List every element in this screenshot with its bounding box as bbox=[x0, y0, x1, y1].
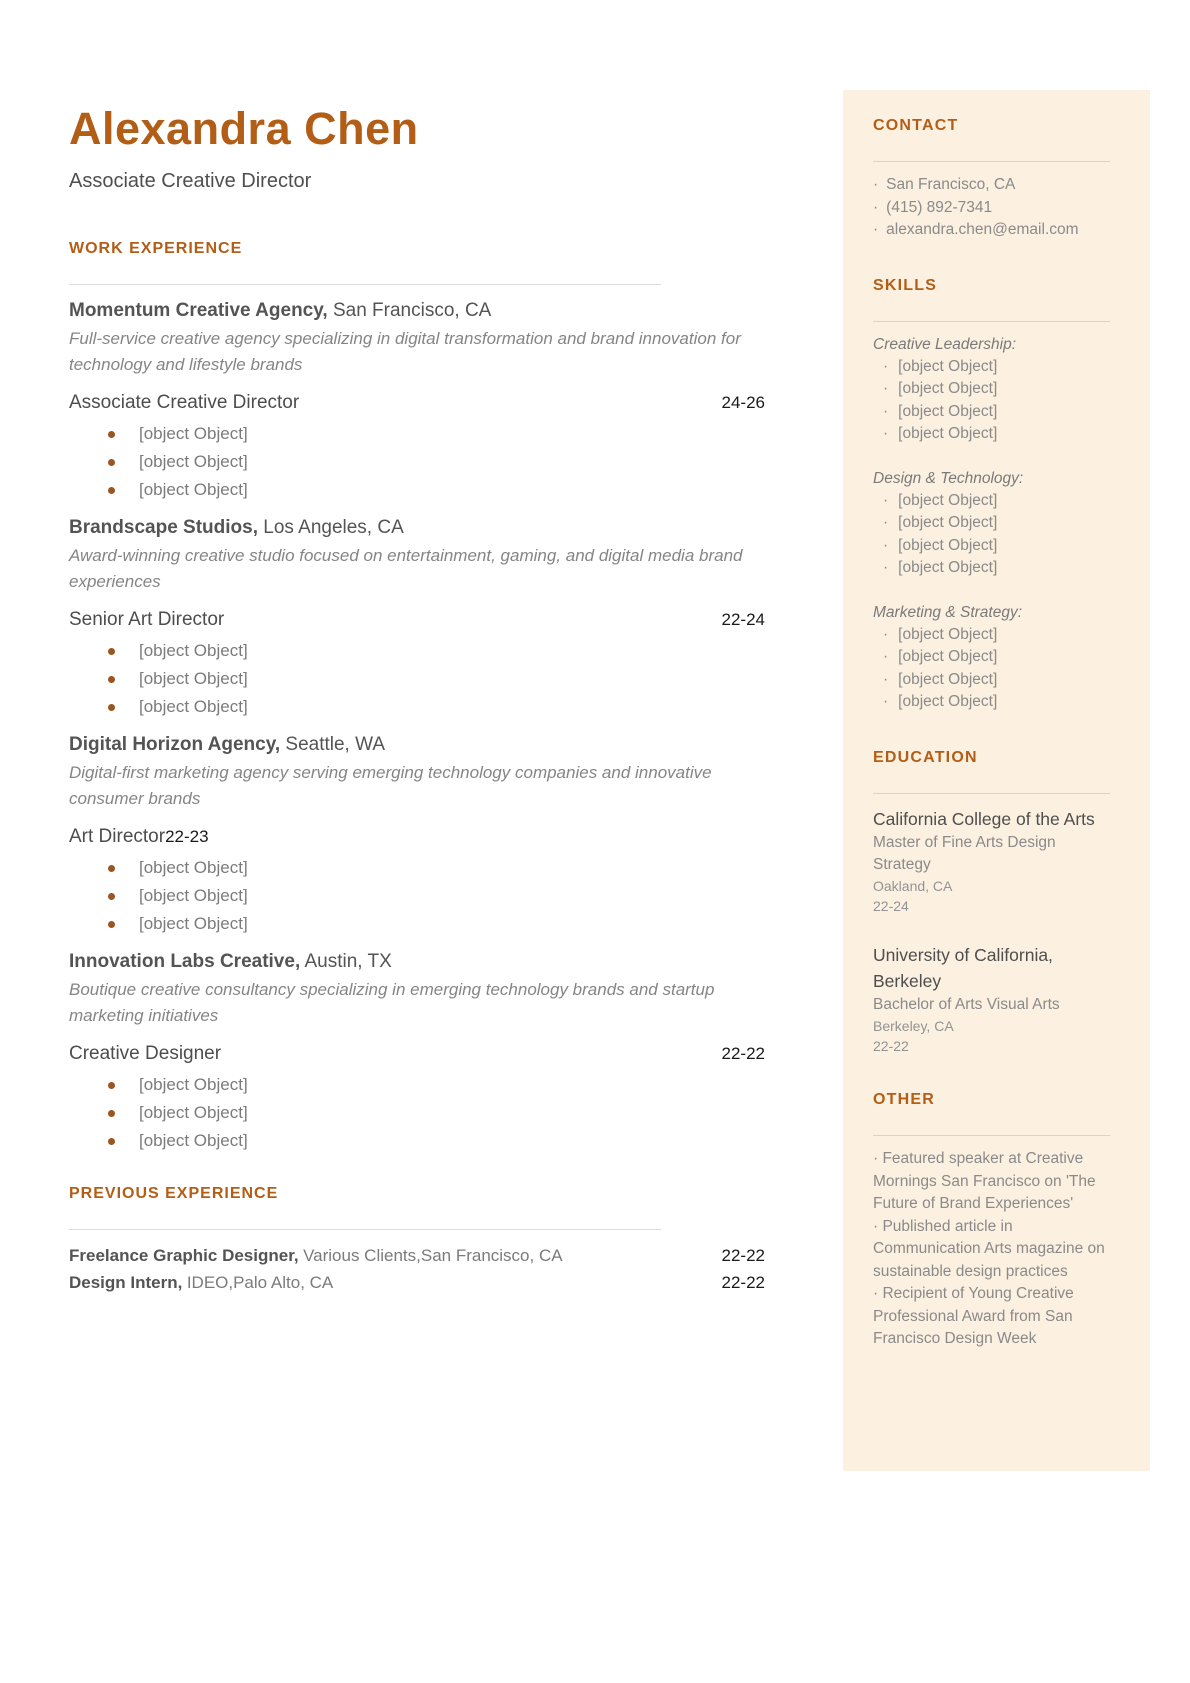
skill-item: · [object Object] bbox=[883, 624, 1110, 647]
role-block bbox=[69, 607, 769, 720]
previous-experience-heading: PREVIOUS EXPERIENCE bbox=[69, 1184, 279, 1202]
role-bullet: [object Object] bbox=[139, 449, 769, 475]
previous-item-text bbox=[69, 1270, 333, 1297]
skill-item: · [object Object] bbox=[883, 356, 1110, 379]
education-section bbox=[873, 748, 1110, 1056]
role-bullet: [object Object] bbox=[139, 421, 769, 447]
role-bullet-list bbox=[69, 421, 769, 503]
company-description: Award-winning creative studio focused on entertainment, gaming, and digital media brand experiences bbox=[69, 545, 743, 591]
company-location: Seattle, WA bbox=[285, 733, 386, 755]
skill-group bbox=[873, 602, 1110, 714]
role-dates: 22-22 bbox=[721, 1043, 765, 1063]
role-bullet: [object Object] bbox=[139, 1072, 769, 1098]
contact-item: · alexandra.chen@email.com bbox=[873, 219, 1110, 242]
contact-section bbox=[873, 116, 1110, 242]
previous-item bbox=[69, 1243, 765, 1270]
role-bullet: [object Object] bbox=[139, 1100, 769, 1126]
skill-list bbox=[873, 624, 1110, 714]
company-block bbox=[69, 298, 769, 503]
role-bullet-list bbox=[69, 1072, 769, 1154]
role-bullet: [object Object] bbox=[139, 883, 769, 909]
skill-list bbox=[873, 356, 1110, 446]
role-bullet: [object Object] bbox=[139, 666, 769, 692]
role-title: Senior Art Director bbox=[69, 608, 225, 630]
role-header bbox=[69, 607, 765, 633]
role-dates: 22-23 bbox=[165, 826, 209, 846]
school-degree: Bachelor of Arts Visual Arts bbox=[873, 996, 1060, 1014]
other-item: · Published article in Communication Arts magazine on sustainable design practices bbox=[873, 1216, 1110, 1284]
role-title: Art Director bbox=[69, 825, 166, 847]
sidebar bbox=[843, 90, 1150, 1471]
work-experience-section bbox=[69, 239, 769, 1154]
school-name: California College of the Arts bbox=[873, 809, 1095, 830]
other-section bbox=[873, 1090, 1110, 1351]
other-heading: OTHER bbox=[873, 1091, 935, 1109]
company-block bbox=[69, 732, 769, 937]
skill-list bbox=[873, 490, 1110, 580]
school-block bbox=[873, 942, 1110, 1056]
previous-detail: IDEO,Palo Alto, CA bbox=[186, 1272, 334, 1292]
skill-item: · [object Object] bbox=[883, 490, 1110, 513]
skill-item: · [object Object] bbox=[883, 691, 1110, 714]
previous-experience-section bbox=[69, 1184, 769, 1297]
previous-detail: Various Clients,San Francisco, CA bbox=[303, 1245, 563, 1265]
school-block bbox=[873, 806, 1110, 916]
skill-group-label: Creative Leadership: bbox=[873, 335, 1017, 353]
previous-title: Freelance Graphic Designer, bbox=[69, 1245, 299, 1265]
previous-item bbox=[69, 1270, 765, 1297]
skill-item: · [object Object] bbox=[883, 669, 1110, 692]
company-name: Digital Horizon Agency, bbox=[69, 733, 281, 755]
other-item: · Featured speaker at Creative Mornings San Francisco on 'The Future of Brand Experiences' bbox=[873, 1148, 1110, 1216]
company-description: Digital-first marketing agency serving emerging technology companies and innovative consumer brands bbox=[69, 762, 712, 808]
role-bullet: [object Object] bbox=[139, 694, 769, 720]
skill-item: · [object Object] bbox=[883, 512, 1110, 535]
contact-item: · (415) 892-7341 bbox=[873, 197, 1110, 220]
role-block bbox=[69, 824, 769, 937]
contact-heading: CONTACT bbox=[873, 117, 959, 134]
role-bullet: [object Object] bbox=[139, 855, 769, 881]
section-rule bbox=[69, 1229, 661, 1230]
main-column bbox=[69, 0, 769, 1683]
skill-item: · [object Object] bbox=[883, 535, 1110, 558]
role-block bbox=[69, 1041, 769, 1154]
company-name: Momentum Creative Agency, bbox=[69, 299, 328, 321]
company-line bbox=[69, 732, 769, 758]
role-bullet-list bbox=[69, 638, 769, 720]
sidebar-rule bbox=[873, 1135, 1110, 1136]
skill-group-label: Marketing & Strategy: bbox=[873, 603, 1023, 621]
company-block bbox=[69, 515, 769, 720]
contact-item: · San Francisco, CA bbox=[873, 174, 1110, 197]
role-bullet: [object Object] bbox=[139, 638, 769, 664]
education-heading: EDUCATION bbox=[873, 748, 978, 766]
person-title: Associate Creative Director bbox=[69, 169, 312, 192]
role-header bbox=[69, 390, 765, 416]
skills-heading: SKILLS bbox=[873, 276, 938, 294]
company-location: Austin, TX bbox=[304, 950, 392, 972]
skill-item: · [object Object] bbox=[883, 401, 1110, 424]
company-line bbox=[69, 298, 769, 324]
previous-item-text bbox=[69, 1243, 563, 1270]
section-rule bbox=[69, 284, 661, 285]
company-description: Full-service creative agency specializing in digital transformation and brand innovation for technology and lifestyle brands bbox=[69, 328, 741, 374]
other-item: · Recipient of Young Creative Professional Award from San Francisco Design Week bbox=[873, 1283, 1110, 1351]
skill-group bbox=[873, 468, 1110, 580]
contact-list bbox=[873, 174, 1110, 242]
role-title: Creative Designer bbox=[69, 1042, 222, 1064]
role-title: Associate Creative Director bbox=[69, 391, 300, 413]
sidebar-rule bbox=[873, 161, 1110, 162]
skill-item: · [object Object] bbox=[883, 378, 1110, 401]
role-block bbox=[69, 390, 769, 503]
sidebar-rule bbox=[873, 321, 1110, 322]
company-description: Boutique creative consultancy specializing in emerging technology brands and startup marketing initiatives bbox=[69, 979, 715, 1025]
previous-dates: 22-22 bbox=[721, 1245, 765, 1265]
company-line bbox=[69, 949, 769, 975]
role-dates: 24-26 bbox=[721, 392, 765, 412]
company-location: San Francisco, CA bbox=[332, 299, 492, 321]
role-header bbox=[69, 1041, 765, 1067]
other-list bbox=[873, 1148, 1110, 1351]
role-bullet-list bbox=[69, 855, 769, 937]
skill-item: · [object Object] bbox=[883, 646, 1110, 669]
role-bullet: [object Object] bbox=[139, 1128, 769, 1154]
skills-section bbox=[873, 276, 1110, 714]
company-name: Brandscape Studios, bbox=[69, 516, 258, 538]
role-bullet: [object Object] bbox=[139, 477, 769, 503]
role-bullet: [object Object] bbox=[139, 911, 769, 937]
role-dates: 22-24 bbox=[721, 609, 765, 629]
person-name: Alexandra Chen bbox=[69, 103, 419, 154]
company-name: Innovation Labs Creative, bbox=[69, 950, 301, 972]
previous-title: Design Intern, bbox=[69, 1272, 183, 1292]
school-location: Oakland, CA bbox=[873, 878, 953, 895]
skill-group bbox=[873, 334, 1110, 446]
work-experience-heading: WORK EXPERIENCE bbox=[69, 239, 243, 257]
school-degree: Master of Fine Arts Design Strategy bbox=[873, 834, 1056, 874]
company-location: Los Angeles, CA bbox=[263, 516, 404, 538]
school-location: Berkeley, CA bbox=[873, 1018, 954, 1035]
skill-item: · [object Object] bbox=[883, 557, 1110, 580]
company-line bbox=[69, 515, 769, 541]
school-dates: 22-22 bbox=[873, 1038, 909, 1055]
sidebar-rule bbox=[873, 793, 1110, 794]
role-header bbox=[69, 824, 769, 850]
previous-dates: 22-22 bbox=[721, 1272, 765, 1292]
skill-group-label: Design & Technology: bbox=[873, 469, 1024, 487]
school-name: University of California, Berkeley bbox=[873, 945, 1053, 992]
school-dates: 22-24 bbox=[873, 898, 909, 915]
company-block bbox=[69, 949, 769, 1154]
skill-item: · [object Object] bbox=[883, 423, 1110, 446]
